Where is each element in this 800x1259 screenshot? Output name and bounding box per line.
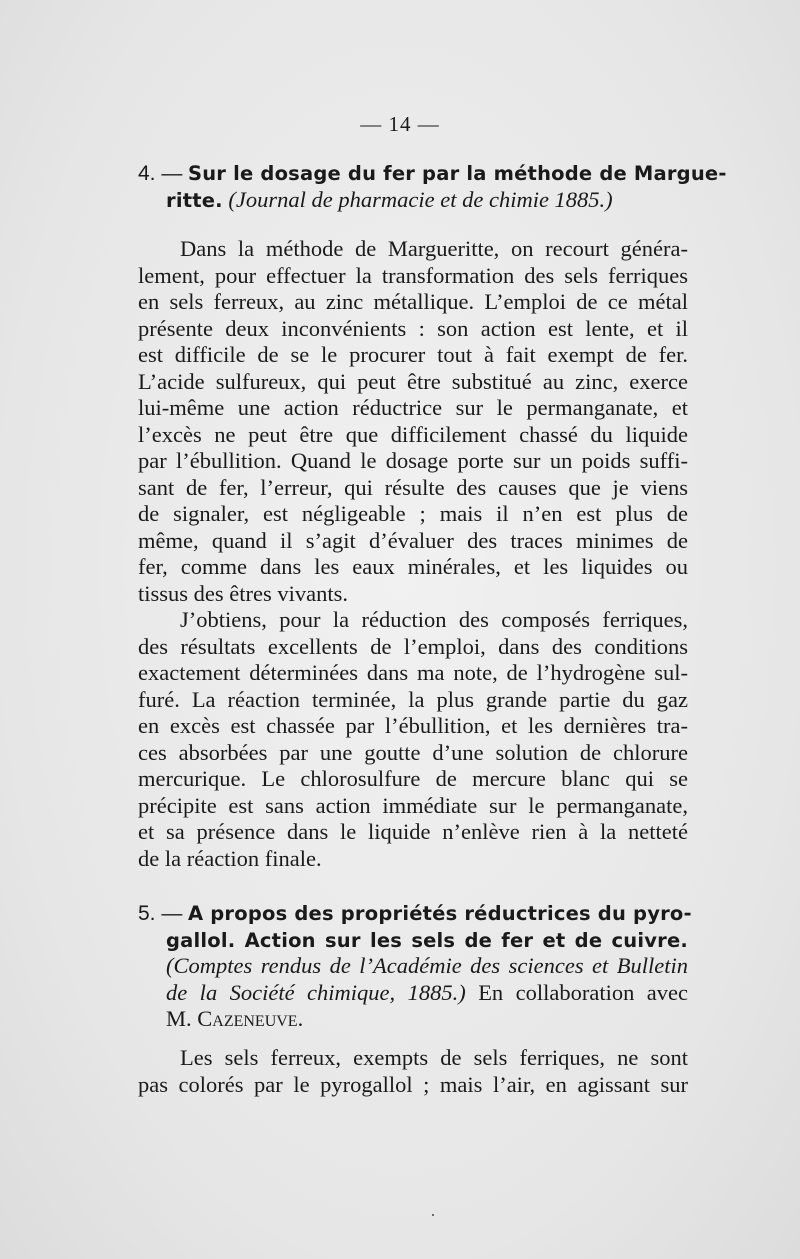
item-5-collaborator-name: Cazeneuve. xyxy=(197,1006,304,1031)
page-number: — 14 — xyxy=(360,112,440,136)
text-line: mercurique. Le chlorosulfure de mercure blanc qui se xyxy=(138,766,688,791)
item-5-collaborator-prefix: M. xyxy=(166,1006,192,1031)
text-line: de la réaction finale. xyxy=(138,845,322,871)
text-line: sant de fer, l’erreur, qui résulte des causes que je viens xyxy=(138,474,688,500)
item-5-citation: (Comptes rendus de l’Académie des sciences et Bulletin xyxy=(166,953,688,978)
text-line: des résultats excellents de l’emploi, dans des conditions xyxy=(138,633,688,659)
text-line: présente deux inconvénients : son action est lente, et il xyxy=(138,315,688,341)
text-line: ces absorbées par une goutte d’une solution de chlorure xyxy=(138,739,688,765)
item-5-title-line xyxy=(138,927,688,954)
item-5-body xyxy=(138,1045,688,1098)
text-line: est difficile de se le procurer tout à fait exempt de fer. xyxy=(138,342,688,367)
item-5-citation-line xyxy=(138,980,688,1007)
item-5-citation-cont: de la Société chimique, 1885.) xyxy=(166,979,466,1005)
text-line: en sels ferreux, au zinc métallique. L’emploi de ce métal xyxy=(138,289,688,314)
text-line: de signaler, est négligeable ; mais il n’en est plus de xyxy=(138,501,688,526)
text-line: Les sels ferreux, exempts de sels ferriques, ne sont xyxy=(180,1045,688,1070)
text-line: et sa présence dans le liquide n’enlève rien à la netteté xyxy=(138,819,688,844)
text-line: fer, comme dans les eaux minérales, et les liquides ou xyxy=(138,554,688,579)
text-line: pas colorés par le pyrogallol ; mais l’air, en agissant sur xyxy=(138,1071,688,1097)
print-speck xyxy=(432,1214,434,1216)
item-5-collaborator-line xyxy=(138,1006,688,1033)
text-line: J’obtiens, pour la réduction des composés ferriques, xyxy=(180,607,688,632)
item-5-title-line xyxy=(138,900,692,927)
item-5-number: 5. — xyxy=(138,902,183,925)
item-4-title-line xyxy=(138,160,727,187)
text-line: Dans la méthode de Margueritte, on recourt généra- xyxy=(180,236,688,261)
text-line: précipite est sans action immédiate sur le permanganate, xyxy=(138,792,688,818)
item-4-body xyxy=(138,236,688,872)
item-5-collaboration: En collaboration avec xyxy=(478,979,689,1005)
item-4-title: Sur le dosage du fer par la méthode de Margue- xyxy=(187,162,727,185)
item-4-title-cont: ritte. xyxy=(166,188,223,212)
text-line: l’excès ne peut être que difficilement chassé du liquide xyxy=(138,421,688,447)
item-5-citation-line xyxy=(138,953,688,980)
item-4-heading xyxy=(138,160,727,213)
item-4-citation: (Journal de pharmacie et de chimie 1885.) xyxy=(228,186,613,212)
text-line: lui-même une action réductrice sur le permanganate, et xyxy=(138,395,688,420)
text-line: tissus des êtres vivants. xyxy=(138,580,348,606)
text-line: en excès est chassée par l’ébullition, et les dernières tra- xyxy=(138,713,688,738)
item-5-title: A propos des propriétés réductrices du pyro- xyxy=(187,902,692,925)
text-line: par l’ébullition. Quand le dosage porte sur un poids suffi- xyxy=(138,448,688,473)
item-5-title-cont: gallol. Action sur les sels de fer et de cuivre. xyxy=(166,928,688,952)
text-line: exactement déterminées dans ma note, de l’hydrogène sul- xyxy=(138,660,688,685)
item-4-title-line xyxy=(138,187,688,214)
item-4-number: 4. — xyxy=(138,162,183,185)
text-line: furé. La réaction terminée, la plus grande partie du gaz xyxy=(138,686,688,712)
text-line: même, quand il s’agit d’évaluer des traces minimes de xyxy=(138,527,688,553)
text-line: lement, pour effectuer la transformation des sels ferriques xyxy=(138,262,688,288)
item-5-heading xyxy=(138,900,692,1033)
text-line: L’acide sulfureux, qui peut être substitué au zinc, exerce xyxy=(138,368,688,394)
